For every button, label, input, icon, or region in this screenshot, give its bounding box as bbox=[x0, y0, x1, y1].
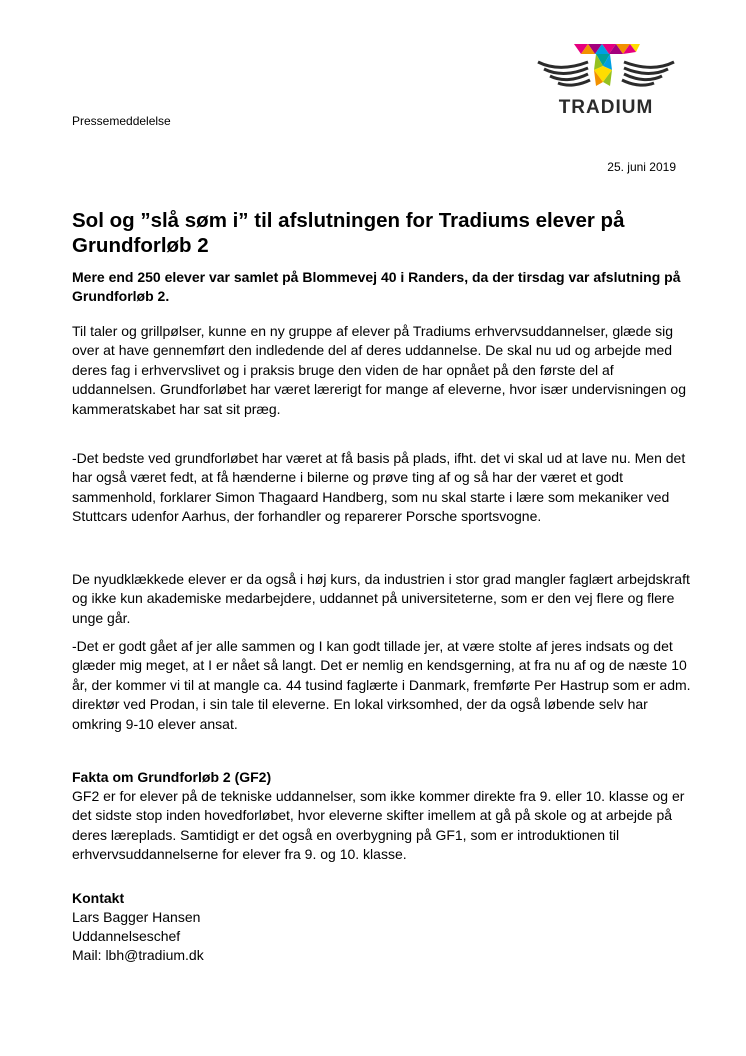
facts-body: GF2 er for elever på de tekniske uddannelser, som ikke kommer direkte fra 9. eller 10. klasse og er det sidste stop inden hovedforløbet, hvor eleverne skifter imellem at gå på skole og at arbejde på deres læreplads. Samtidigt er det også en overbygning på GF1, som er introduktionen til erhvervsuddannelserne for elever fra 9. og 10. klasse. bbox=[72, 788, 685, 863]
contact-heading: Kontakt bbox=[72, 890, 125, 906]
svg-text:TRADIUM: TRADIUM bbox=[558, 97, 654, 118]
body-paragraph-1: Til taler og grillpølser, kunne en ny gruppe af elever på Tradiums erhvervsuddannelser, glæde sig over at have gennemført den indledende del af deres uddannelse. De skal nu ud og arbejde med deres fag i erhvervslivet og i praksis bruge den viden de har opnået på den første del af uddannelsen. Grundforløbet har været lærerigt for mange af eleverne, hvor især undervisningen og kammeratskabet har sat sit præg. bbox=[72, 323, 686, 417]
body-paragraph-3: De nyudklækkede elever er da også i høj kurs, da industrien i stor grad mangler faglært arbejdskraft og ikke kun akademiske medarbejdere, uddannet på universiteterne, som er den vej flere og flere unge går. bbox=[72, 571, 690, 626]
page-title: Sol og ”slå søm i” til afslutningen for Tradiums elever på Grundforløb 2 bbox=[72, 209, 625, 257]
contact-name: Lars Bagger Hansen bbox=[72, 909, 201, 925]
body-paragraph-2: -Det bedste ved grundforløbet har været at få basis på plads, ifht. det vi skal ud at lave nu. Men det har også været fedt, at få hænderne i bilerne og prøve ting af og så har der været et godt sammenhold, forklarer Simon Thagaard Handberg, som nu skal starte i lære som mekaniker ved Stuttcars udenfor Aarhus, der forhandler og reparerer Porsche sportsvogne. bbox=[72, 450, 686, 525]
tradium-logo-mark bbox=[536, 42, 676, 118]
document-type-label: Pressemeddelelse bbox=[72, 114, 171, 128]
contact-mail: Mail: lbh@tradium.dk bbox=[72, 947, 204, 963]
facts-heading: Fakta om Grundforløb 2 (GF2) bbox=[72, 769, 272, 785]
lead-paragraph: Mere end 250 elever var samlet på Blommevej 40 i Randers, da der tirsdag var afslutning på Grundforløb 2. bbox=[72, 269, 681, 304]
tradium-logo bbox=[536, 42, 676, 118]
document-date: 25. juni 2019 bbox=[607, 160, 676, 174]
body-paragraph-4: -Det er godt gået af jer alle sammen og I kan godt tillade jer, at være stolte af jeres indsats og det glæder mig meget, at I er nået så langt. Det er nemlig en kendsgerning, at fra nu af og de næste 10 år, der kommer vi til at mangle ca. 44 tusind faglærte i Danmark, fremførte Per Hastrup som er adm. direktør ved Prodan, i sin tale til eleverne. En lokal virksomhed, der da også løbende selv har omkring 9-10 elever ansat. bbox=[72, 638, 691, 732]
contact-role: Uddannelseschef bbox=[72, 928, 181, 944]
